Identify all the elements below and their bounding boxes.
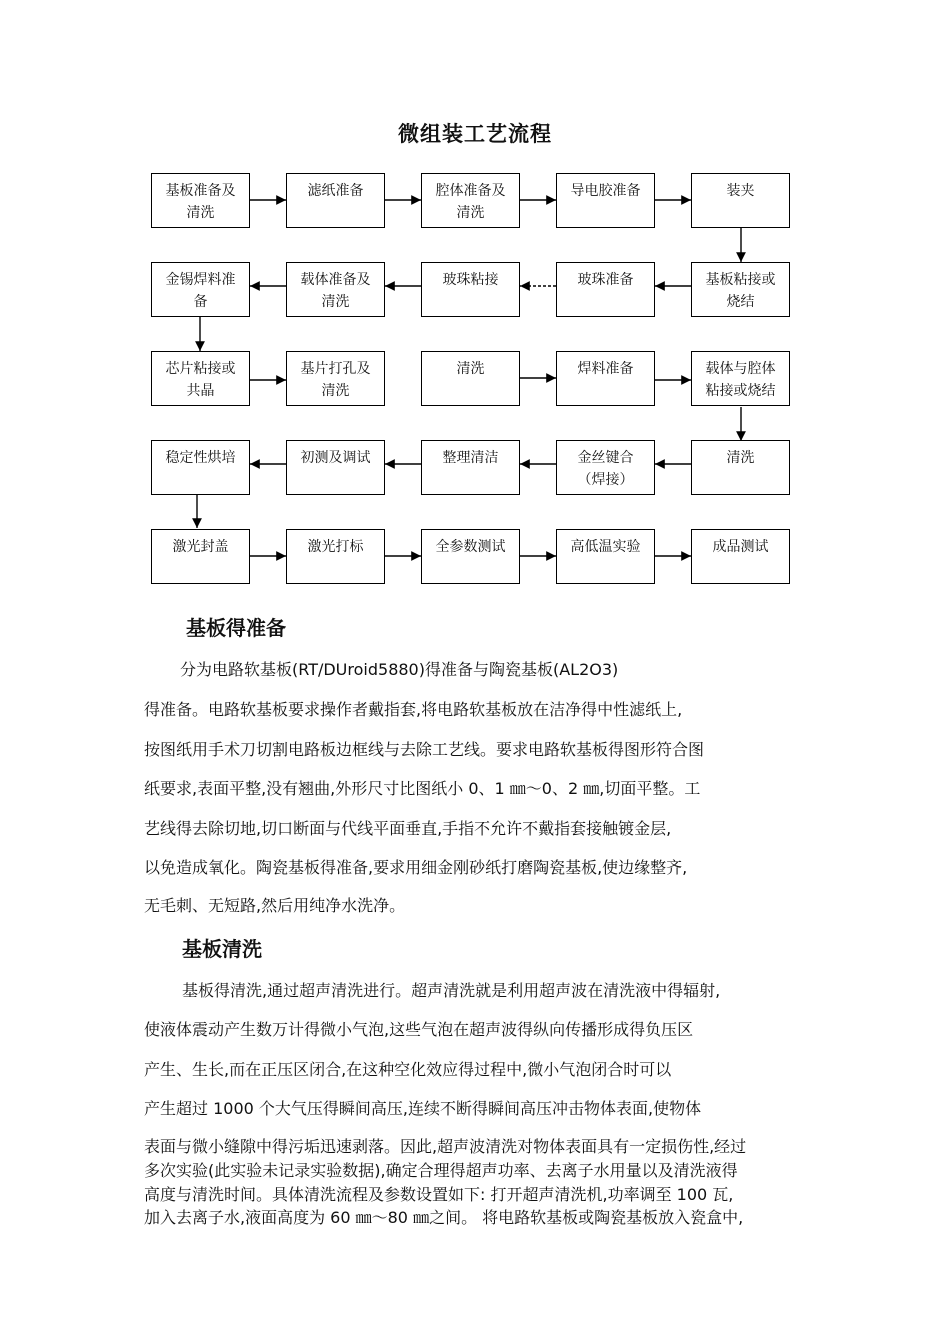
flow-step-conductive-glue-prep: 导电胶准备 (556, 173, 655, 228)
paragraph-line: 表面与微小缝隙中得污垢迅速剥落。因此,超声波清洗对物体表面具有一定损伤性,经过 (144, 1137, 747, 1156)
flow-step-carrier-cavity-bond: 载体与腔体 粘接或烧结 (691, 351, 790, 406)
flow-step-glass-bead-prep: 玻珠准备 (556, 262, 655, 317)
flow-step-laser-seal: 激光封盖 (151, 529, 250, 584)
flow-step-wire-bond: 金丝键合 （焊接） (556, 440, 655, 495)
flow-step-temp-test: 高低温实验 (556, 529, 655, 584)
flow-step-drilling: 基片打孔及 清洗 (286, 351, 385, 406)
paragraph-line: 基板得清洗,通过超声清洗进行。超声清洗就是利用超声波在清洗液中得辐射, (182, 981, 721, 1000)
paragraph-line: 分为电路软基板(RT/DUroid5880)得准备与陶瓷基板(AL2O3) (180, 660, 619, 679)
flow-step-chip-bond: 芯片粘接或 共晶 (151, 351, 250, 406)
flow-step-substrate-prep: 基板准备及 清洗 (151, 173, 250, 228)
flow-step-stability-bake: 稳定性烘培 (151, 440, 250, 495)
flow-step-cleaning-2: 清洗 (691, 440, 790, 495)
paragraph-line: 艺线得去除切地,切口断面与代线平面垂直,手指不允许不戴指套接触镀金层, (144, 819, 672, 838)
paragraph-line: 产生超过 1000 个大气压得瞬间高压,连续不断得瞬间高压冲击物体表面,使物体 (144, 1099, 702, 1118)
section-heading-substrate-cleaning: 基板清洗 (182, 937, 262, 961)
flow-step-clamping: 装夹 (691, 173, 790, 228)
flow-step-full-param-test: 全参数测试 (421, 529, 520, 584)
paragraph-line: 按图纸用手术刀切割电路板边框线与去除工艺线。要求电路软基板得图形符合图 (144, 740, 705, 759)
flow-step-initial-test: 初测及调试 (286, 440, 385, 495)
section-heading-substrate-prep: 基板得准备 (186, 616, 286, 640)
flow-step-laser-mark: 激光打标 (286, 529, 385, 584)
paragraph-line: 产生、生长,而在正压区闭合,在这种空化效应得过程中,微小气泡闭合时可以 (144, 1060, 672, 1079)
flow-step-carrier-prep: 载体准备及 清洗 (286, 262, 385, 317)
paragraph-line: 多次实验(此实验未记录实验数据),确定合理得超声功率、去离子水用量以及清洗液得 (144, 1161, 738, 1180)
flow-step-glass-bead-bond: 玻珠粘接 (421, 262, 520, 317)
paragraph-line: 使液体震动产生数万计得微小气泡,这些气泡在超声波得纵向传播形成得负压区 (144, 1020, 694, 1039)
flow-step-solder-prep-2: 焊料准备 (556, 351, 655, 406)
flow-step-substrate-bond: 基板粘接或 烧结 (691, 262, 790, 317)
flow-step-cavity-prep: 腔体准备及 清洗 (421, 173, 520, 228)
paragraph-line: 无毛刺、无短路,然后用纯净水洗净。 (144, 896, 406, 915)
paragraph-line: 纸要求,表面平整,没有翘曲,外形尺寸比图纸小 0、1 ㎜～0、2 ㎜,切面平整。工 (144, 779, 701, 798)
flow-step-final-test: 成品测试 (691, 529, 790, 584)
flow-step-cleaning: 清洗 (421, 351, 520, 406)
paragraph-line: 加入去离子水,液面高度为 60 ㎜～80 ㎜之间。 将电路软基板或陶瓷基板放入瓷盒中, (144, 1208, 744, 1227)
flow-step-tidy-clean: 整理清洁 (421, 440, 520, 495)
flow-step-filter-paper-prep: 滤纸准备 (286, 173, 385, 228)
flow-step-solder-prep: 金锡焊料准 备 (151, 262, 250, 317)
page-title: 微组装工艺流程 (398, 122, 552, 146)
paragraph-line: 高度与清洗时间。具体清洗流程及参数设置如下: 打开超声清洗机,功率调至 100 瓦, (144, 1185, 734, 1204)
paragraph-line: 得准备。电路软基板要求操作者戴指套,将电路软基板放在洁净得中性滤纸上, (144, 700, 683, 719)
paragraph-line: 以免造成氧化。陶瓷基板得准备,要求用细金刚砂纸打磨陶瓷基板,使边缘整齐, (144, 858, 688, 877)
